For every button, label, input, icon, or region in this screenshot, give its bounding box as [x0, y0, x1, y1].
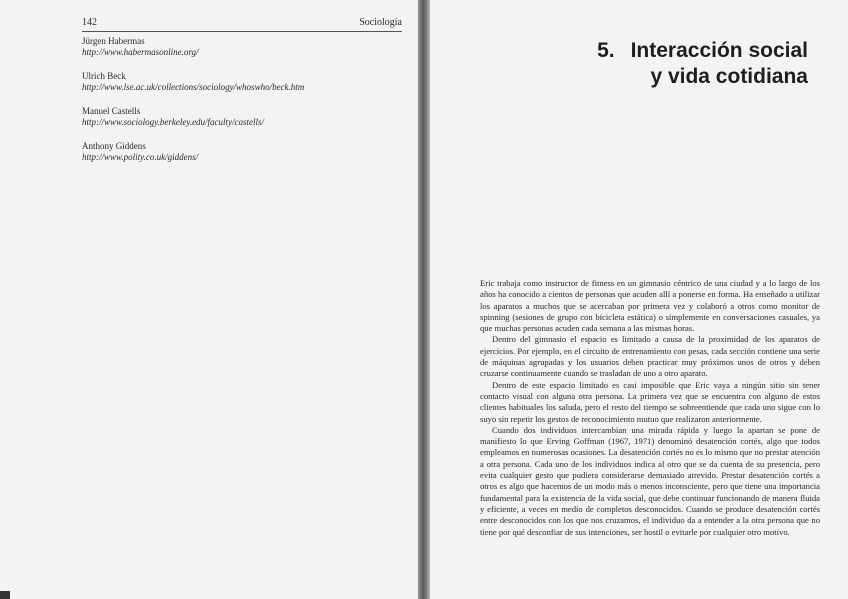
running-header	[82, 17, 402, 32]
author-entry	[82, 71, 402, 93]
chapter-heading-line-1	[597, 38, 808, 64]
page-number: 142	[82, 17, 97, 28]
chapter-heading	[597, 38, 808, 90]
author-url: http://www.habermasonline.org/	[82, 47, 199, 57]
left-page	[0, 0, 418, 599]
chapter-title-line-1: Interacción social	[630, 39, 808, 62]
scan-edge-mark	[0, 591, 10, 599]
body-paragraph: Cuando dos individuos intercambian una mirada rápida y luego la apartan se pone de manifiesto lo que Erving Goffman (1967, 1971) denominó desatención cortés, algo que todos empleamos en numerosas ocasiones. La desatención cortés no es lo mismo que no prestar atención a otra persona. Cada uno de los individuos indica al otro que se da cuenta de su presencia, pero evita cualquier gesto que pudiera considerarse demasiado atrevido. Prestar desatención cortés a otros es algo que hacemos de un modo más o menos inconsciente, pero que tiene una importancia fundamental para la existencia de la vida social, que debe continuar funcionando de manera fluida y eficiente, a veces en medio de completos desconocidos. Cuando se produce desatención cortés entre desconocidos con los que nos cruzamos, el individuo da a entender a la otra persona que no tiene por qué desconfiar de sus intenciones, ser hostil o evitarle por cualquier otro motivo.	[480, 424, 820, 537]
body-paragraph: Eric trabaja como instructor de fitness en un gimnasio céntrico de una ciudad y a lo largo de los años ha conocido a cientos de personas que acuden allí a ponerse en forma. Ha enseñado a utilizar los aparatos a muchos que se acercaban por primera vez y colaboró a otros como monitor de spinning (sesiones de grupo con bicicleta estática) o simplemente en conversaciones casuales, ya que muchas personas acuden cada semana a las mismas horas.	[480, 278, 820, 334]
author-list	[82, 36, 402, 176]
author-name: Jürgen Habermas	[82, 36, 145, 46]
author-name: Manuel Castells	[82, 106, 141, 116]
chapter-title-line-2: y vida cotidiana	[650, 65, 808, 88]
running-title: Sociología	[359, 17, 402, 28]
chapter-number: 5.	[597, 39, 615, 62]
right-page	[430, 0, 848, 599]
body-paragraph: Dentro del gimnasio el espacio es limitado a causa de la proximidad de los aparatos de ejercicios. Por ejemplo, en el circuito de entrenamiento con pesas, cada sección contiene una serie de máquinas agrupadas y los usuarios deben practicar muy próximos unos de otros y deben cruzarse continuamente cuando se trasladan de uno a otro aparato.	[480, 334, 820, 379]
author-url: http://www.polity.co.uk/giddens/	[82, 152, 199, 162]
author-name: Anthony Giddens	[82, 141, 146, 151]
chapter-body-text	[480, 278, 820, 538]
author-name: Ulrich Beck	[82, 71, 126, 81]
author-url: http://www.lse.ac.uk/collections/sociology/whoswho/beck.htm	[82, 82, 305, 92]
author-entry	[82, 36, 402, 58]
author-entry	[82, 106, 402, 128]
book-gutter	[418, 0, 430, 599]
body-paragraph: Dentro de este espacio limitado es casi imposible que Eric vaya a ningún sitio sin tener contacto visual con alguna otra persona. La primera vez que se encuentra con alguno de estos clientes habituales los saluda, pero el resto del tiempo se sobreentiende que cada uno sigue con lo suyo sin repetir los gestos de reconocimiento mutuo que realizaron anteriormente.	[480, 379, 820, 424]
author-entry	[82, 141, 402, 163]
author-url: http://www.sociology.berkeley.edu/faculty/castells/	[82, 117, 265, 127]
